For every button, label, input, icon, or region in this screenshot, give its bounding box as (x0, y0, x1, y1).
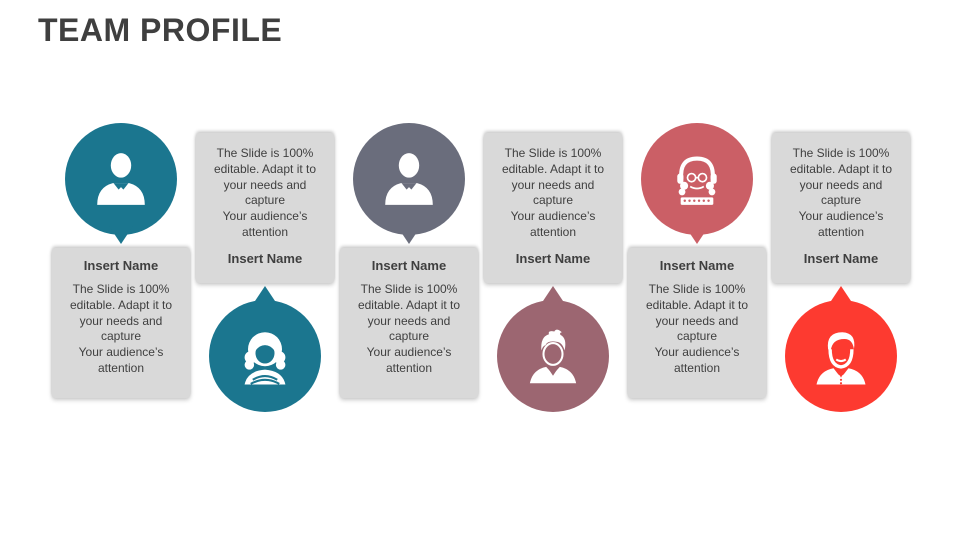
avatar-bubble (209, 300, 321, 412)
profile-name: Insert Name (371, 258, 447, 273)
bubble-tail (685, 226, 709, 244)
team-profile-3 (340, 0, 478, 430)
profile-description-line: The Slide is 100% editable. Adapt it to your needs and capture (645, 282, 749, 344)
team-profile-5 (628, 0, 766, 430)
profile-name: Insert Name (803, 250, 879, 266)
profile-name: Insert Name (83, 258, 159, 273)
profile-description-line: Your audience’s attention (510, 209, 596, 240)
team-profile-6 (772, 0, 910, 430)
team-profile-4 (484, 0, 622, 430)
team-profile-2 (196, 0, 334, 430)
profile-card (196, 133, 334, 283)
profile-card (340, 248, 478, 398)
profile-name: Insert Name (515, 250, 591, 266)
profile-description (493, 146, 613, 241)
avatar-bubble (65, 123, 177, 235)
profile-description (349, 282, 469, 377)
profile-description (205, 146, 325, 241)
avatar-bubble (353, 123, 465, 235)
team-profile-1 (52, 0, 190, 430)
businessman-icon (375, 145, 443, 213)
profile-description-line: Your audience’s attention (654, 345, 740, 376)
bubble-tail (829, 286, 853, 304)
profile-description-line: The Slide is 100% editable. Adapt it to your needs and capture (789, 146, 893, 208)
bubble-tail (541, 286, 565, 304)
avatar-bubble (785, 300, 897, 412)
profile-description-line: Your audience’s attention (366, 345, 452, 376)
bubble-tail (397, 226, 421, 244)
profile-card (772, 133, 910, 283)
profile-description-line: Your audience’s attention (222, 209, 308, 240)
profile-description-line: The Slide is 100% editable. Adapt it to your needs and capture (357, 282, 461, 344)
bearded-man-icon (807, 322, 875, 390)
page-title: TEAM PROFILE (38, 12, 283, 48)
avatar-bubble (641, 123, 753, 235)
profile-description (781, 146, 901, 241)
profile-name: Insert Name (659, 258, 735, 273)
profile-description-line: The Slide is 100% editable. Adapt it to your needs and capture (69, 282, 173, 344)
profile-description (637, 282, 757, 377)
profile-description-line: The Slide is 100% editable. Adapt it to your needs and capture (501, 146, 605, 208)
profile-card (484, 133, 622, 283)
profile-name: Insert Name (227, 250, 303, 266)
profile-description-line: Your audience’s attention (78, 345, 164, 376)
bubble-tail (253, 286, 277, 304)
businessman-icon (87, 145, 155, 213)
bubble-tail (109, 226, 133, 244)
profile-description-line: The Slide is 100% editable. Adapt it to your needs and capture (213, 146, 317, 208)
profile-card (52, 248, 190, 398)
profile-description-line: Your audience’s attention (798, 209, 884, 240)
woman-curly-hair-icon (231, 322, 299, 390)
woman-headset-icon (663, 145, 731, 213)
young-man-icon (519, 322, 587, 390)
avatar-bubble (497, 300, 609, 412)
profile-description (61, 282, 181, 377)
profile-card (628, 248, 766, 398)
